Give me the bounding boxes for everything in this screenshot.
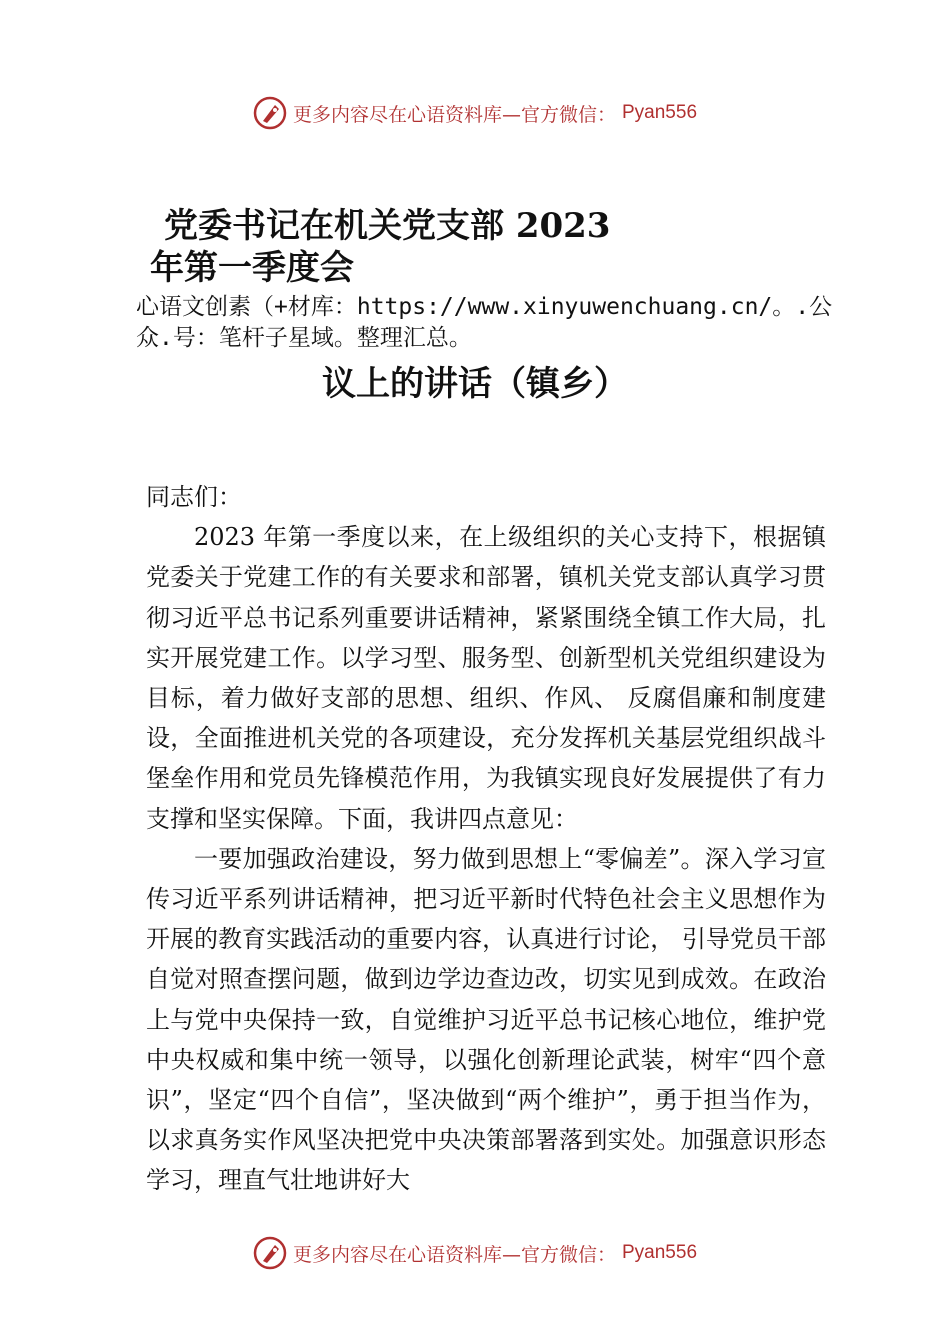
banner-text: 更多内容尽在心语资料库—官方微信： [292,1243,616,1266]
banner-text: 更多内容尽在心语资料库—官方微信： [292,103,616,126]
pen-nib-logo-icon [253,1236,287,1270]
banner-wechat-id: Pyan556 [622,1242,698,1263]
source-note: 心语文创素（+材库：https://www.xinyuwenchuang.cn/。.公众.号：笔杆子星域。整理汇总。 [136,294,833,351]
pen-nib-logo-icon [253,96,287,130]
document-title [150,205,610,289]
title-line-1: 党委书记在机关党支部 2023 [164,206,611,246]
body-paragraph: 一要加强政治建设，努力做到思想上“零偏差”。深入学习宣传习近平系列讲话精神，把习近平新时代特色社会主义思想作为开展的教育实践活动的重要内容，认真进行讨论， 引导党员干部自觉对照查摆问题，做到边学边查边改，切实见到成效。在政治上与党中央保持一致，自觉维护习近平总书记核心地位，维护党中央权威和集中统一领导，以强化创新理论武装，树牢“四个意识”，坚定“四个自信”，坚决做到“两个维护”，勇于担当作为，以求真务实作风坚决把党中央决策部署落到实处。加强意识形态学习，理直气壮地讲好大 [146,844,826,1195]
title-line-2: 年第一季度会 [150,248,354,288]
body-paragraph: 2023 年第一季度以来，在上级组织的关心支持下，根据镇党委关于党建工作的有关要求和部署，镇机关党支部认真学习贯彻习近平总书记系列重要讲话精神，紧紧围绕全镇工作大局，扎实开展党建工作。以学习型、服务型、创新型机关党组织建设为目标，着力做好支部的思想、组织、作风、 反腐倡廉和制度建设，全面推进机关党的各项建设，充分发挥机关基层党组织战斗堡垒作用和党员先锋模范作用，为我镇实现良好发展提供了有力支撑和坚实保障。下面，我讲四点意见： [146,523,826,833]
salutation: 同志们： [146,483,242,511]
banner-wechat-id: Pyan556 [622,102,698,123]
document-body [146,477,826,1201]
header-banner [0,96,950,130]
document-subtitle: 议上的讲话（镇乡） [322,364,628,404]
footer-banner [0,1236,950,1270]
